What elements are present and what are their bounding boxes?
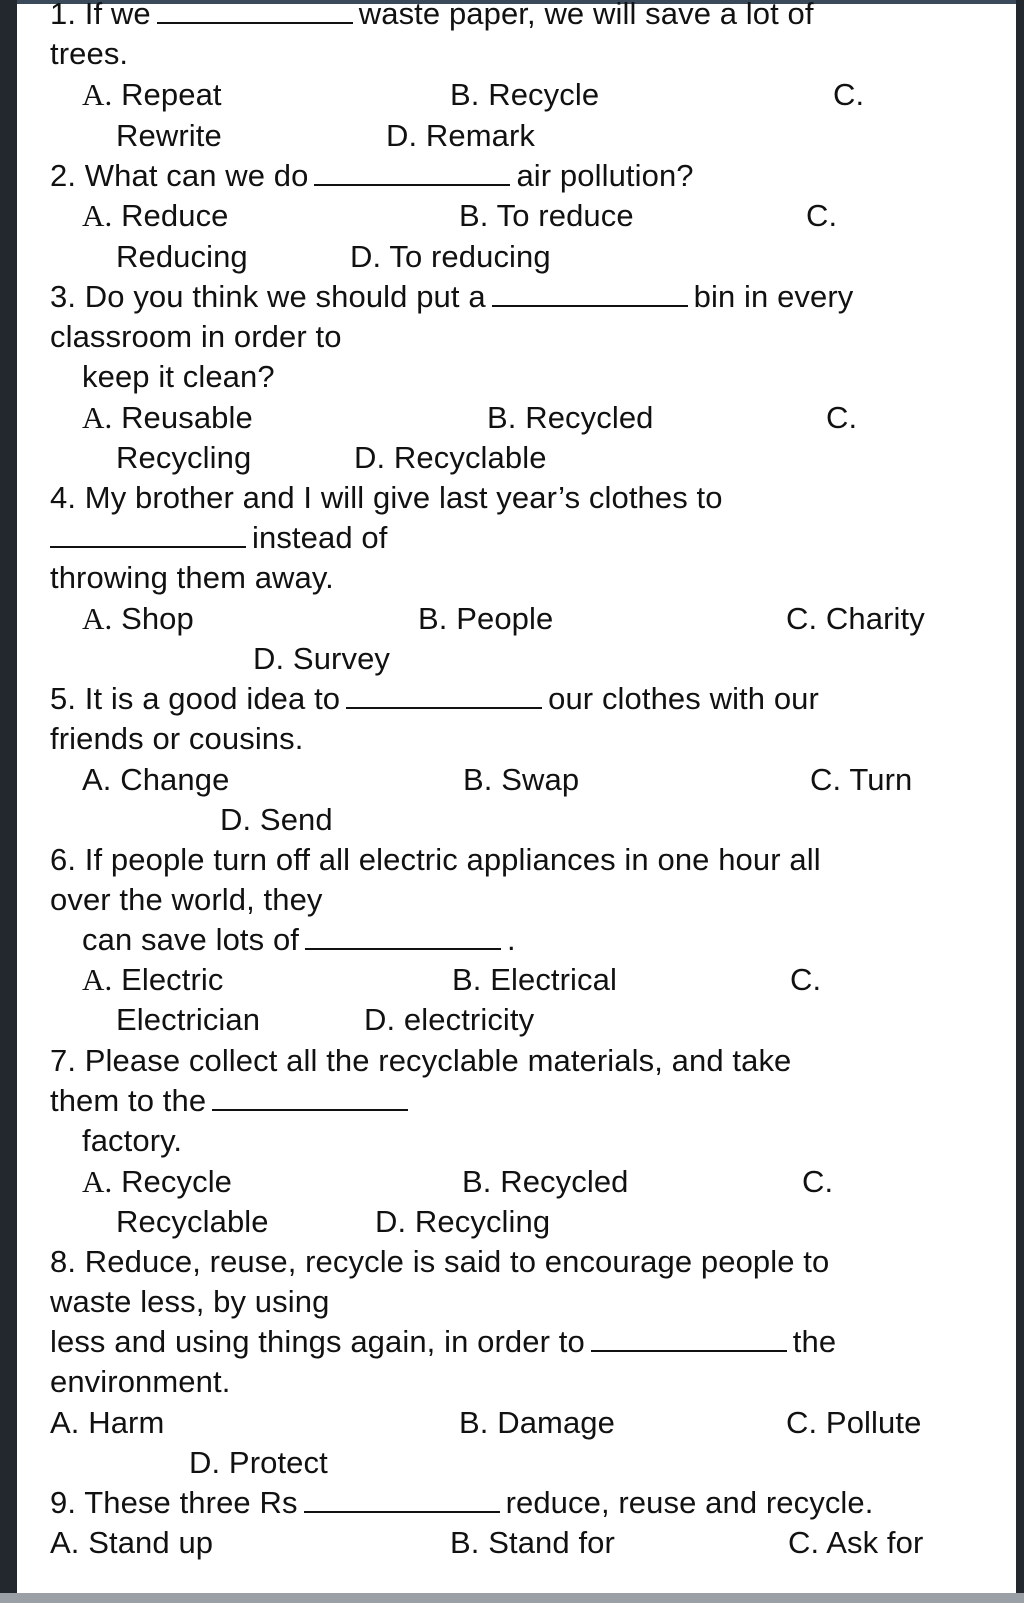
option-letter: B. [463,762,493,797]
q3-option-a [82,398,253,438]
option-text: Recycled [500,1164,629,1199]
q3-number: 3. [50,279,77,314]
q2-number: 2. [50,158,77,193]
option-letter: B. [487,400,517,435]
option-letter: C. [788,1525,820,1560]
q7-stem-line [50,1041,791,1081]
q8-number: 8. [50,1244,77,1279]
q3-stem-after: bin in every [693,279,854,314]
right-edge [1016,0,1024,1603]
q4-blank [50,528,246,548]
option-letter: C. [810,762,842,797]
q2-blank [314,166,510,186]
q4-option-c [786,599,925,639]
q4-option-a [82,599,194,639]
q5-option-b [463,760,579,800]
q5-stem-cont: friends or cousins. [50,721,304,756]
q3-option-c-text: Recycling [116,440,252,475]
q3-blank [492,287,688,307]
option-text: Repeat [121,77,222,112]
option-text: Survey [292,641,391,676]
option-letter: A. [50,1405,80,1440]
q4-stem-line [50,478,723,518]
option-text: Recycling [414,1204,551,1239]
q4-stem-cont: throwing them away. [50,560,334,595]
option-letter: C. [786,1405,818,1440]
q7-option-c-text: Recyclable [116,1204,269,1239]
q3-option-d [354,438,547,478]
option-text: electricity [403,1002,535,1037]
option-letter: B. [418,601,448,636]
q8-option-a [50,1403,164,1443]
q6-blank [305,930,501,950]
q2-stem-line [50,156,694,196]
option-text: Recycle [488,77,600,112]
option-letter: D. [375,1204,407,1239]
option-text: Turn [849,762,913,797]
q3-option-b [487,398,654,438]
q7-blank [212,1091,408,1111]
option-letter: D. [220,802,252,837]
q9-number: 9. [50,1485,77,1520]
option-text: Ask for [826,1525,924,1560]
q1-stem-line [50,0,814,34]
q6-option-b [452,960,617,1000]
option-text: Remark [425,118,536,153]
q7-number: 7. [50,1043,77,1078]
option-letter: A. [82,77,113,112]
q1-option-c-text: Rewrite [116,118,222,153]
q8-stem-cont3: environment. [50,1364,231,1399]
option-letter: D. [386,118,418,153]
q7-option-b [462,1162,629,1202]
q1-blank [157,4,353,24]
q5-stem-before: It is a good idea to [84,681,341,716]
option-letter: D. [350,239,382,274]
q2-stem-after: air pollution? [516,158,694,193]
q4-number: 4. [50,480,77,515]
q4-stem-before: My brother and I will give last year’s clothes to [84,480,723,515]
q1-option-c-letter: C. [833,77,865,112]
q8-stem-line [50,1242,829,1282]
q8-option-c [786,1403,921,1443]
q2-option-c-text: Reducing [116,239,248,274]
option-letter: B. [450,1525,480,1560]
q9-stem-after: reduce, reuse and recycle. [505,1485,874,1520]
option-text: Recycle [121,1164,233,1199]
option-letter: B. [462,1164,492,1199]
q6-number: 6. [50,842,77,877]
q6-stem-end: . [507,922,516,957]
option-letter: D. [189,1445,221,1480]
q8-stem-cont2: less and using things again, in order to [50,1324,585,1359]
option-letter: B. [459,1405,489,1440]
option-text: Pollute [825,1405,922,1440]
q1-number: 1. [50,0,77,31]
option-letter: A. [82,762,112,797]
q8-option-d [189,1443,328,1483]
q7-option-c-letter: C. [802,1164,834,1199]
q9-stem-line [50,1483,873,1523]
q8-stem-before: Reduce, reuse, recycle is said to encourage people to [84,1244,830,1279]
q9-option-b [450,1523,615,1563]
option-text: Shop [121,601,194,636]
option-letter: A. [82,962,113,997]
q6-stem-cont2: can save lots of [82,922,299,957]
q6-stem-before: If people turn off all electric appliances in one hour all [84,842,821,877]
option-letter: D. [253,641,285,676]
option-letter: D. [364,1002,396,1037]
option-letter: B. [450,77,480,112]
q9-option-a [50,1523,213,1563]
q3-stem-cont2: keep it clean? [82,359,275,394]
q2-stem-before: What can we do [84,158,309,193]
option-letter: C. [786,601,818,636]
option-text: Swap [501,762,580,797]
option-letter: B. [459,198,489,233]
option-text: Charity [825,601,925,636]
option-text: Electric [121,962,224,997]
q6-option-d [364,1000,534,1040]
option-text: People [456,601,554,636]
q7-option-d [375,1202,550,1242]
q1-option-b [450,75,599,115]
option-letter: A. [82,198,113,233]
q8-stem-cont: waste less, by using [50,1284,330,1319]
option-letter: A. [82,1164,113,1199]
q5-number: 5. [50,681,77,716]
q4-stem-after: instead of [252,520,388,555]
q7-stem-before: Please collect all the recyclable materials, and take [84,1043,792,1078]
q8-option-b [459,1403,615,1443]
bottom-edge [0,1593,1024,1603]
q5-option-d [220,800,333,840]
q3-stem-cont: classroom in order to [50,319,342,354]
q2-option-a [82,196,229,236]
left-edge [0,0,17,1603]
option-text: Recyclable [393,440,547,475]
option-text: To reducing [389,239,551,274]
option-letter: A. [82,400,113,435]
option-text: Reduce [121,198,229,233]
option-text: Send [259,802,333,837]
option-text: Stand for [488,1525,615,1560]
option-text: Stand up [88,1525,214,1560]
q2-option-c-letter: C. [806,198,838,233]
q5-stem-line [50,679,819,719]
q4-option-d [253,639,390,679]
option-letter: A. [50,1525,80,1560]
q7-stem-cont-line [50,1081,414,1121]
q7-option-a [82,1162,232,1202]
option-text: Damage [497,1405,615,1440]
q9-stem-before: These three Rs [84,1485,298,1520]
q9-option-c [788,1523,923,1563]
option-letter: D. [354,440,386,475]
q6-stem-line [50,840,821,880]
q1-stem-cont: trees. [50,36,129,71]
q3-stem-line [50,277,853,317]
option-text: Harm [88,1405,165,1440]
q5-option-a [82,760,229,800]
q5-stem-after: our clothes with our [548,681,819,716]
q3-stem-before: Do you think we should put a [84,279,486,314]
q5-option-c [810,760,912,800]
q6-option-a [82,960,224,1000]
q2-option-d [350,237,551,277]
q4-stem-cont-line [44,518,387,558]
q3-option-c-letter: C. [826,400,858,435]
q6-option-c-letter: C. [790,962,822,997]
q6-option-c-text: Electrician [116,1002,261,1037]
option-text: To reduce [496,198,634,233]
option-text: Reusable [121,400,253,435]
q1-option-a [82,75,222,115]
q4-option-b [418,599,553,639]
q8-stem-cont2-line [50,1322,836,1362]
q7-stem-cont2: factory. [82,1123,183,1158]
q1-stem-after: waste paper, we will save a lot of [358,0,814,31]
option-letter: A. [82,601,113,636]
q6-stem-cont2-line [82,920,516,960]
option-letter: B. [452,962,482,997]
option-text: Change [120,762,230,797]
option-text: Protect [228,1445,328,1480]
q1-stem-before: If we [84,0,151,31]
q2-option-b [459,196,634,236]
q6-stem-cont: over the world, they [50,882,323,917]
q1-option-d [386,116,535,156]
q8-stem-after: the [792,1324,837,1359]
q8-blank [591,1332,787,1352]
q9-blank [304,1493,500,1513]
option-text: Recycled [525,400,654,435]
q7-stem-cont: them to the [50,1083,207,1118]
option-text: Electrical [490,962,617,997]
q5-blank [346,689,542,709]
